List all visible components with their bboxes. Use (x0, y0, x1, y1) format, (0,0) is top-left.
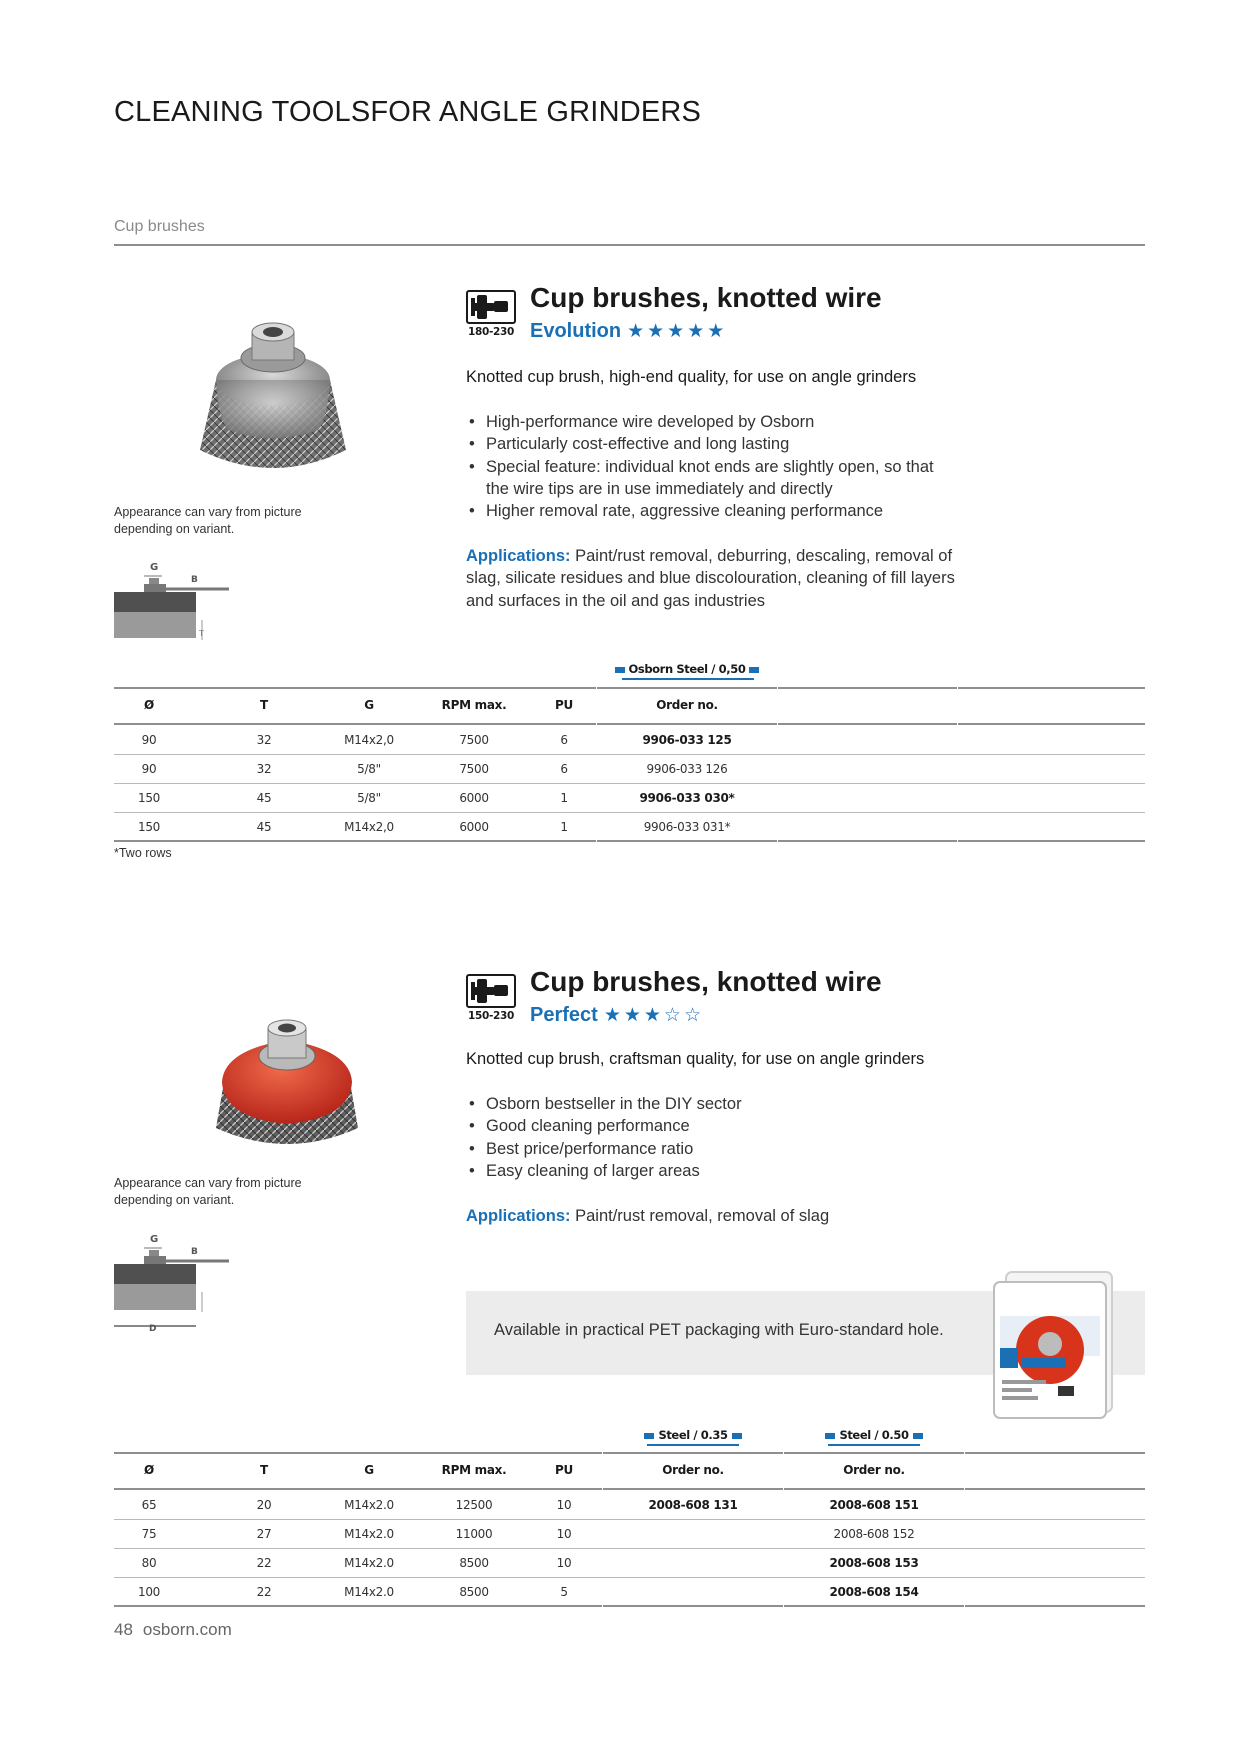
cell-t: 22 (256, 1556, 272, 1570)
applications-label: Applications: (466, 547, 571, 565)
page-title: CLEANING TOOLSFOR ANGLE GRINDERS (114, 96, 702, 128)
applications (466, 545, 986, 612)
material-underline (828, 1444, 920, 1446)
cell-diameter: 65 (141, 1498, 157, 1512)
col-header-order-1: Order no. (662, 1463, 724, 1477)
cell-g: M14x2.0 (344, 1527, 394, 1541)
feature-item: • Easy cleaning of larger areas (466, 1160, 986, 1182)
grinder-size-badge (466, 974, 516, 1026)
material-header (597, 662, 777, 676)
dim-label-d: D (149, 1324, 157, 1334)
col-header-diameter: Ø (144, 698, 154, 712)
material-name: Steel / 0.50 (839, 1428, 909, 1442)
dim-label-g: G (150, 562, 159, 573)
svg-text:T: T (199, 629, 204, 638)
applications-text: Paint/rust removal, removal of slag (575, 1207, 830, 1225)
grinder-size-badge (466, 290, 516, 342)
cell-pu: 1 (560, 820, 568, 834)
cell-order-no-2: 2008-608 151 (829, 1498, 919, 1512)
col-header-t: T (260, 698, 268, 712)
angle-grinder-icon (468, 292, 514, 322)
cell-g: M14x2,0 (344, 820, 394, 834)
feature-item: • Higher removal rate, aggressive cleaning performance (466, 500, 986, 522)
dimension-drawing (114, 560, 234, 658)
col-header-rpm: RPM max. (441, 1463, 507, 1477)
cell-rpm: 12500 (455, 1498, 493, 1512)
cell-order-no: 9906-033 030* (639, 791, 735, 805)
material-underline (622, 678, 754, 680)
col-header-order: Order no. (656, 698, 718, 712)
material-header (603, 1428, 783, 1442)
image-caption: Appearance can vary from picture depending on variant. (114, 505, 302, 536)
cell-order-no: 9906-033 125 (642, 733, 732, 747)
cell-t: 45 (256, 820, 272, 834)
cell-t: 32 (256, 733, 272, 747)
cell-g: M14x2.0 (344, 1498, 394, 1512)
cell-g: 5/8" (357, 762, 381, 776)
col-header-pu: PU (555, 1463, 573, 1477)
product-description: Knotted cup brush, high-end quality, for use on angle grinders (466, 368, 917, 386)
product-grade (530, 1004, 704, 1027)
cell-rpm: 7500 (459, 762, 489, 776)
cell-diameter: 80 (141, 1556, 157, 1570)
product-image-evolution-cup-brush (198, 318, 348, 480)
material-header (784, 1428, 964, 1442)
grade-name: Perfect (530, 1004, 598, 1026)
page-number: 48 (114, 1620, 133, 1639)
cell-t: 20 (256, 1498, 272, 1512)
cell-t: 27 (256, 1527, 272, 1541)
col-header-order-2: Order no. (843, 1463, 905, 1477)
applications-text: Paint/rust removal, deburring, descaling, removal of slag, silicate residues and blue discolouration, cleaning of fill layers and surfaces in the oil and gas industries (466, 547, 955, 610)
cell-pu: 10 (556, 1498, 572, 1512)
feature-item: • Osborn bestseller in the DIY sector (466, 1093, 986, 1115)
cell-t: 22 (256, 1585, 272, 1599)
cell-rpm: 6000 (459, 791, 489, 805)
page-footer (114, 1620, 232, 1640)
col-header-g: G (364, 698, 374, 712)
cell-rpm: 7500 (459, 733, 489, 747)
cell-order-no: 9906-033 126 (646, 762, 728, 776)
col-header-pu: PU (555, 698, 573, 712)
feature-list (466, 411, 986, 522)
cell-rpm: 11000 (455, 1527, 493, 1541)
product-grade (530, 320, 727, 343)
image-caption: Appearance can vary from picture depending on variant. (114, 1176, 302, 1207)
grinder-size-range: 180-230 (467, 326, 515, 338)
section-divider (114, 244, 1145, 246)
dimension-drawing (114, 1232, 234, 1336)
cell-diameter: 90 (141, 762, 157, 776)
cell-rpm: 6000 (459, 820, 489, 834)
col-header-t: T (260, 1463, 268, 1477)
grade-name: Evolution (530, 320, 622, 342)
cell-diameter: 150 (137, 820, 160, 834)
feature-item: • Special feature: individual knot ends are slightly open, so that the wire tips are in use immediately and directly (466, 456, 946, 501)
cell-rpm: 8500 (459, 1556, 489, 1570)
cell-diameter: 90 (141, 733, 157, 747)
table-footnote: *Two rows (114, 846, 172, 860)
dim-label-b: B (191, 575, 198, 585)
applications-label: Applications: (466, 1207, 571, 1225)
product-title: Cup brushes, knotted wire (530, 282, 882, 313)
cell-order-no-1 (603, 1578, 783, 1606)
cell-order-no-2: 2008-608 153 (829, 1556, 919, 1570)
cell-g: M14x2,0 (344, 733, 394, 747)
cell-t: 32 (256, 762, 272, 776)
grinder-size-range: 150-230 (467, 1010, 515, 1022)
cell-pu: 6 (560, 733, 568, 747)
cell-pu: 6 (560, 762, 568, 776)
feature-item: • Best price/performance ratio (466, 1138, 986, 1160)
dim-label-g: G (150, 1234, 159, 1245)
section-label: Cup brushes (114, 218, 205, 235)
product-description: Knotted cup brush, craftsman quality, for use on angle grinders (466, 1050, 925, 1068)
product-title: Cup brushes, knotted wire (530, 966, 882, 997)
cell-order-no-1 (603, 1520, 783, 1548)
cell-pu: 10 (556, 1556, 572, 1570)
cell-order-no-2: 2008-608 154 (829, 1585, 919, 1599)
col-header-g: G (364, 1463, 374, 1477)
cell-g: 5/8" (357, 791, 381, 805)
rating-stars-icon: ★★★☆☆ (603, 1004, 704, 1026)
cell-diameter: 150 (137, 791, 160, 805)
cell-order-no: 9906-033 031* (643, 820, 731, 834)
cell-g: M14x2.0 (344, 1556, 394, 1570)
feature-item: • Good cleaning performance (466, 1115, 986, 1137)
col-header-rpm: RPM max. (441, 698, 507, 712)
dim-label-b: B (191, 1247, 198, 1257)
cell-order-no-1: 2008-608 131 (648, 1498, 738, 1512)
cell-t: 45 (256, 791, 272, 805)
material-underline (647, 1444, 739, 1446)
feature-list (466, 1093, 986, 1182)
cell-diameter: 100 (137, 1585, 160, 1599)
cell-order-no-1 (603, 1549, 783, 1577)
feature-item: • High-performance wire developed by Osborn (466, 411, 986, 433)
cell-g: M14x2.0 (344, 1585, 394, 1599)
packaging-text: Available in practical PET packaging with Euro-standard hole. (494, 1321, 944, 1339)
pet-packaging-image (988, 1262, 1118, 1422)
cell-pu: 5 (560, 1585, 568, 1599)
cell-order-no-2: 2008-608 152 (833, 1527, 915, 1541)
material-name: Steel / 0.35 (658, 1428, 728, 1442)
col-header-diameter: Ø (144, 1463, 154, 1477)
cell-pu: 1 (560, 791, 568, 805)
product-image-perfect-cup-brush (212, 1010, 362, 1160)
cell-pu: 10 (556, 1527, 572, 1541)
site-link[interactable]: osborn.com (142, 1620, 232, 1639)
applications (466, 1205, 996, 1227)
cell-rpm: 8500 (459, 1585, 489, 1599)
angle-grinder-icon (468, 976, 514, 1006)
cell-diameter: 75 (141, 1527, 157, 1541)
material-name: Osborn Steel / 0,50 (628, 662, 746, 676)
feature-item: • Particularly cost-effective and long lasting (466, 433, 986, 455)
rating-stars-icon: ★★★★★ (627, 320, 728, 342)
